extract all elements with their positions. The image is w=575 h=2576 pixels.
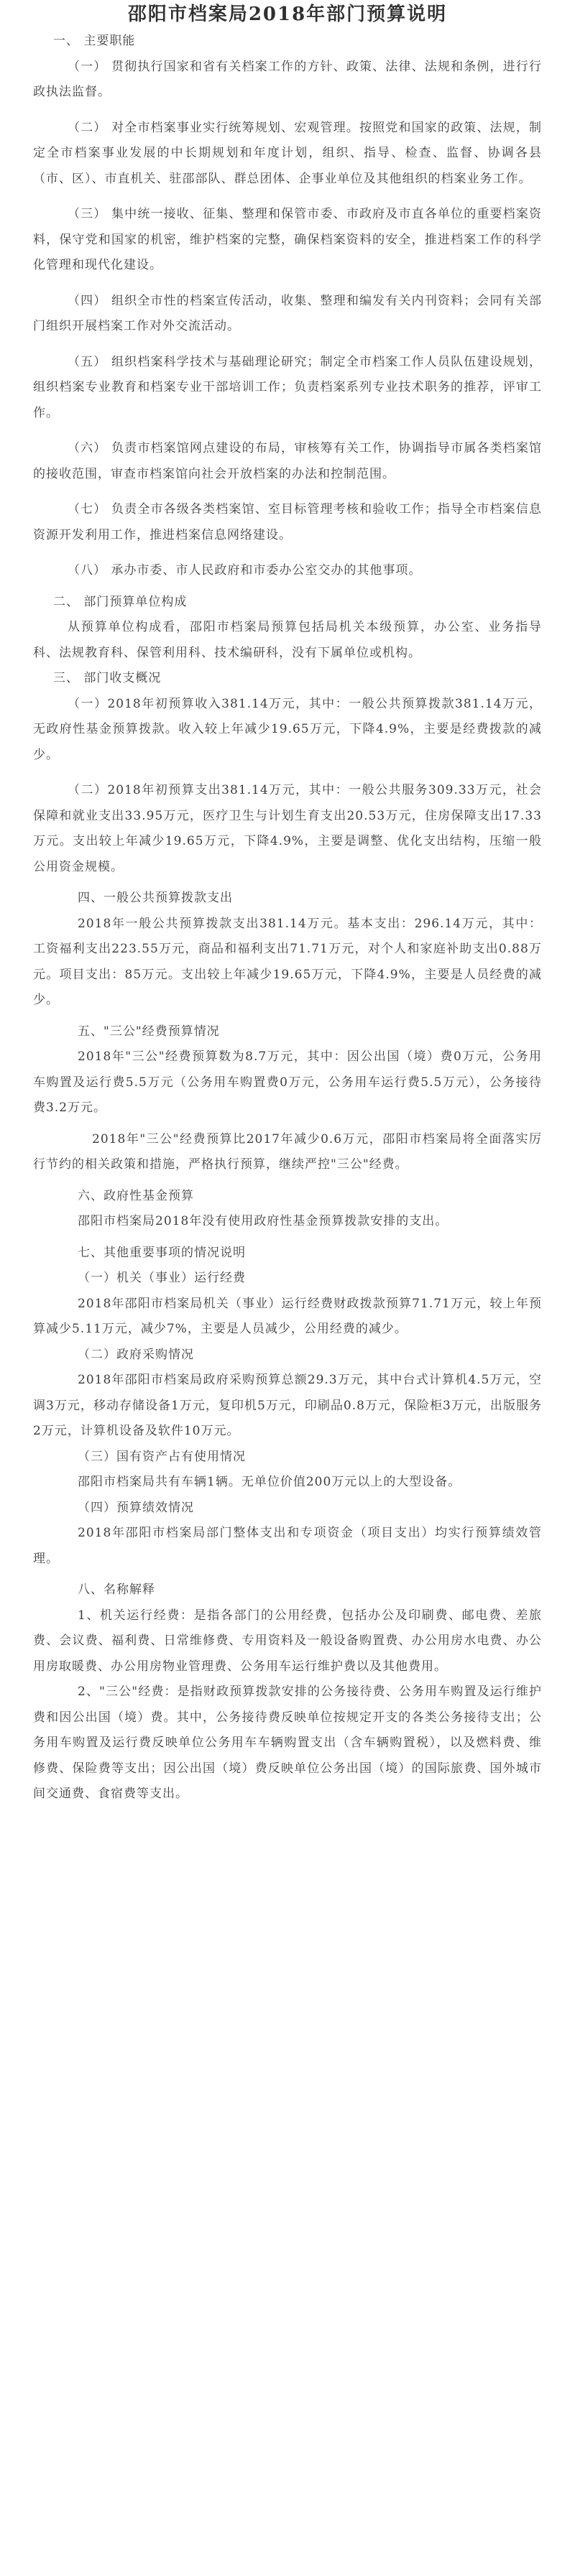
section-paragraph: 2018年邵阳市档案局部门整体支出和专项资金（项目支出）均实行预算绩效管理。: [33, 1526, 542, 1566]
section-paragraph: 1、机关运行经费：是指各部门的公用经费，包括办公及印刷费、邮电费、差旅费、会议费、福利费、日常维修费、专用资料及一般设备购置费、办公用房水电费、办公用房取暖费、办公用房物业管理费、公务用车运行维护费以及其他费用。: [33, 1608, 542, 1674]
section-paragraph: 2018年"三公"经费预算比2017年减少0.6万元，邵阳市档案局将全面落实厉行节约的相关政策和措施，严格执行预算，继续严控"三公"经费。: [33, 1131, 542, 1172]
section-heading-glossary: 八、名称解释: [78, 1583, 155, 1597]
function-item: （八） 承办市委、市人民政府和市委办公室交办的其他事项。: [68, 563, 422, 578]
section-paragraph: 邵阳市档案局共有车辆1辆。无单位价值200万元以上的大型设备。: [78, 1475, 461, 1489]
section-heading-functions: 一、 主要职能: [53, 34, 136, 48]
section-paragraph: 2018年"三公"经费预算数为8.7万元，其中：因公出国（境）费0万元，公务用车购置及运行费5.5万元（公务用车购置费0万元，公务用车运行费5.5万元），公务接待费3.2万元。: [33, 1050, 542, 1115]
subsection-heading: （四）预算绩效情况: [78, 1500, 194, 1515]
section-heading-gov-fund: 六、政府性基金预算: [78, 1188, 194, 1203]
subsection-heading: （一）机关（事业）运行经费: [78, 1271, 246, 1285]
section-heading-units: 二、 部门预算单位构成: [53, 594, 188, 609]
subsection-heading: （二）政府采购情况: [78, 1347, 194, 1362]
section-paragraph: 2018年邵阳市档案局政府采购预算总额29.3万元，其中台式计算机4.5万元，空调3万元，移动存储设备1万元，复印机5万元，印刷品0.8万元，保险柜3万元，出版服务2万元，计算机设备及软件10万元。: [33, 1373, 542, 1438]
section-heading-general-budget: 四、一般公共预算拨款支出: [78, 891, 233, 905]
section-paragraph: （二）2018年初预算支出381.14万元，其中：一般公共服务309.33万元，社会保障和就业支出33.95万元，医疗卫生与计划生育支出20.53万元，住房保障支出17.33万元。支出较上年减少19.65万元，下降4.9%，主要是调整、优化支出结构，压缩一般公用资金规模。: [33, 783, 542, 874]
subsection-heading: （三）国有资产占有使用情况: [78, 1449, 246, 1464]
section-paragraph: （一）2018年初预算收入381.14万元，其中：一般公共预算拨款381.14万元，无政府性基金预算拨款。收入较上年减少19.65万元，下降4.9%，主要是经费拨款的减少。: [33, 696, 542, 762]
section-heading-three-public: 五、"三公"经费预算情况: [78, 1024, 220, 1039]
section-paragraph: 2、"三公"经费：是指财政预算拨款安排的公务接待费、公务用车购置及运行维护费和因公出国（境）费。其中，公务接待费反映单位按规定开支的各类公务接待支出；公务用车购置及运行费反映单位公务用车车辆购置支出（含车辆购置税），以及燃料费、维修费、保险费等支出；因公出国（境）费反映单位公务出国（境）的国际旅费、国外城市间交通费、食宿费等支出。: [33, 1685, 542, 1801]
function-item: （一） 贯彻执行国家和省有关档案工作的方针、政策、法律、法规和条例，进行行政执法监督。: [33, 59, 542, 99]
function-item: （三） 集中统一接收、征集、整理和保管市委、市政府及市直各单位的重要档案资料，保守党和国家的机密，维护档案的完整，确保档案资料的安全，推进档案工作的科学化管理和现代化建设。: [33, 207, 542, 272]
section-paragraph: 从预算单位构成看，邵阳市档案局预算包括局机关本级预算，办公室、业务指导科、法规教育科、保管利用科、技术编研科，没有下属单位或机构。: [33, 620, 542, 660]
function-item: （四） 组织全市性的档案宣传活动，收集、整理和编发有关内刊资料；会同有关部门组织开展档案工作对外交流活动。: [33, 293, 542, 333]
function-item: （五） 组织档案科学技术与基础理论研究；制定全市档案工作人员队伍建设规划，组织档案专业教育和档案专业干部培训工作；负责档案系列专业技术职务的推荐，评审工作。: [33, 354, 542, 420]
section-paragraph: 邵阳市档案局2018年没有使用政府性基金预算拨款安排的支出。: [78, 1214, 448, 1228]
function-item: （七） 负责全市各级各类档案馆、室目标管理考核和验收工作；指导全市档案信息资源开发利用工作，推进档案信息网络建设。: [33, 502, 542, 542]
function-item: （六） 负责市档案馆网点建设的布局，审核筹有关工作，协调指导市属各类档案馆的接收范围，审查市档案馆向社会开放档案的办法和控制范围。: [33, 441, 542, 481]
section-heading-budget-overview: 三、 部门收支概况: [53, 671, 162, 685]
section-paragraph: 2018年一般公共预算拨款支出381.14万元。基本支出：296.14万元，其中：工资福利支出223.55万元，商品和福利支出71.71万元，对个人和家庭补助支出0.88万元。项目支出：85万元。支出较上年减少19.65万元，下降4.9%，主要是人员经费的减少。: [33, 916, 542, 1007]
section-paragraph: 2018年邵阳市档案局机关（事业）运行经费财政拨款预算71.71万元，较上年预算减少5.11万元，减少7%，主要是人员减少，公用经费的减少。: [33, 1296, 542, 1336]
section-heading-other-matters: 七、其他重要事项的情况说明: [78, 1245, 246, 1260]
page-title: 邵阳市档案局2018年部门预算说明: [127, 4, 448, 25]
function-item: （二） 对全市档案事业实行统筹规划、宏观管理。按照党和国家的政策、法规，制定全市档案事业发展的中长期规划和年度计划，组织、指导、检查、监督、协调各县（市、区）、市直机关、驻邵部队、群总团体、企事业单位及其他组织的档案业务工作。: [33, 120, 542, 186]
